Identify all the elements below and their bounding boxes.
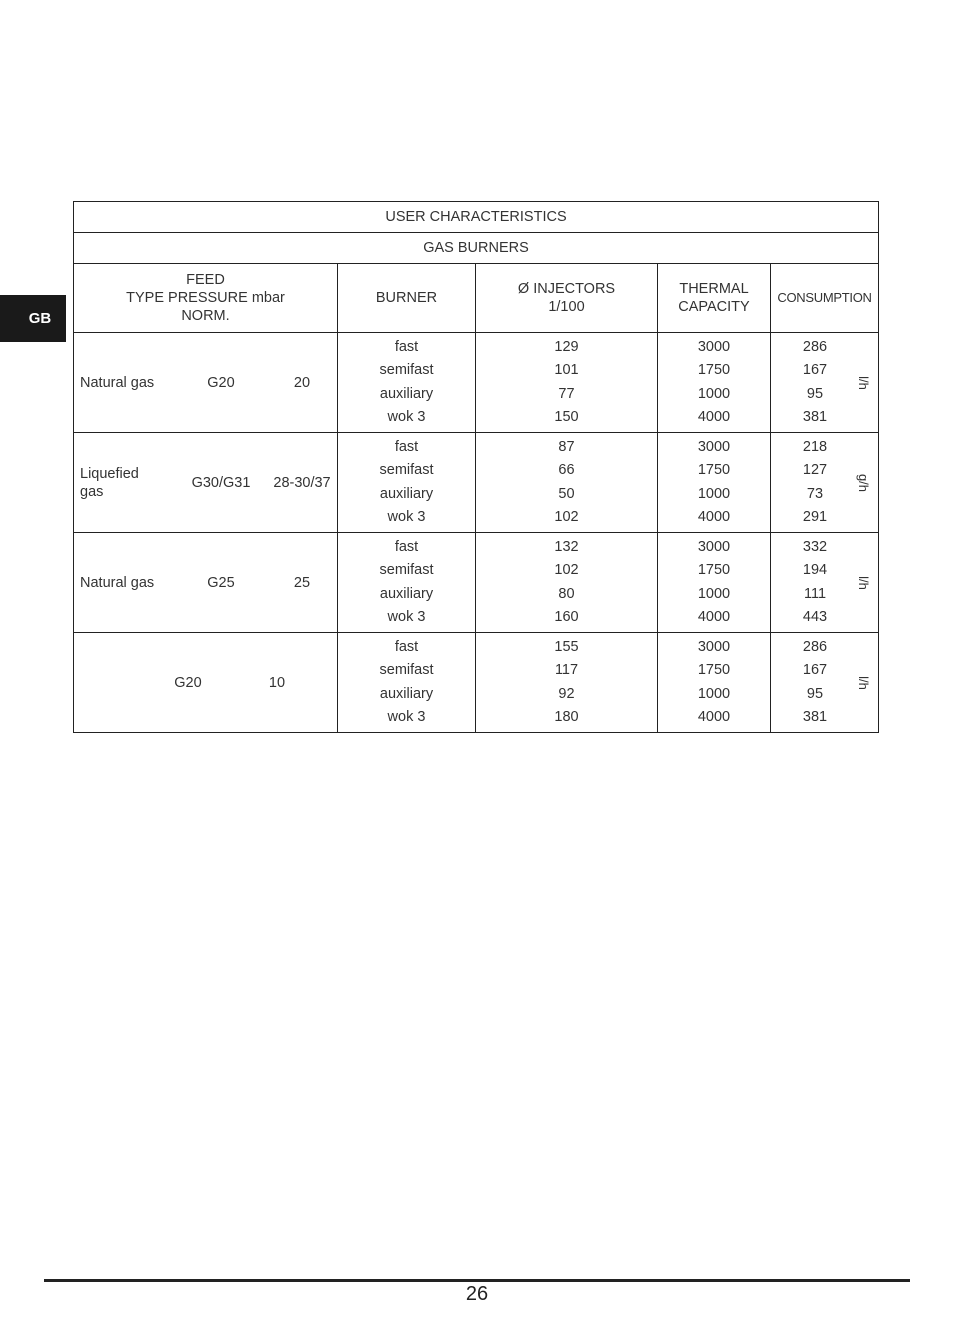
burner-name: semifast (379, 662, 434, 679)
burner-name: wok 3 (387, 508, 426, 525)
footer-rule (44, 1279, 910, 1282)
consumption-cell (771, 433, 879, 533)
burner-name: semifast (379, 462, 434, 479)
injectors-header-line1: Ø INJECTORS (517, 281, 616, 297)
table-row (74, 533, 879, 633)
consumption-value: 286 (802, 639, 828, 655)
thermal-value: 3000 (697, 439, 731, 455)
injector-value: 87 (558, 439, 575, 455)
gas-pressure: 10 (268, 674, 286, 691)
consumption-value: 286 (802, 339, 828, 355)
injector-value: 80 (558, 585, 575, 602)
thermal-value: 4000 (697, 408, 731, 425)
injector-value: 77 (558, 385, 575, 402)
injector-value: 50 (558, 485, 575, 502)
injectors-cell (476, 533, 658, 633)
thermal-value: 1000 (697, 485, 731, 502)
injector-value: 129 (554, 339, 579, 355)
injector-value: 117 (554, 662, 579, 679)
consumption-value: 194 (802, 562, 828, 579)
burner-name: wok 3 (387, 408, 426, 425)
thermal-value: 1750 (697, 462, 731, 479)
feed-header (74, 264, 338, 333)
burner-name: wok 3 (387, 608, 426, 625)
injectors-cell (476, 633, 658, 733)
gas-type: Natural gas (80, 574, 155, 591)
injectors-header-line2: 1/100 (548, 299, 585, 315)
page-number: 26 (465, 1283, 489, 1305)
burner-name: semifast (379, 362, 434, 379)
consumption-header: CONSUMPTION (771, 264, 879, 333)
consumption-value: 218 (802, 439, 828, 455)
consumption-value: 95 (806, 385, 824, 402)
thermal-value: 4000 (697, 508, 731, 525)
consumption-value: 443 (802, 608, 828, 625)
language-tab: GB (0, 295, 66, 342)
table-row (74, 333, 879, 433)
thermal-value: 1750 (697, 362, 731, 379)
burner-name: wok 3 (387, 708, 426, 725)
injector-value: 102 (554, 562, 579, 579)
consumption-unit: g/h (856, 473, 872, 492)
thermal-header (658, 264, 771, 333)
thermal-value: 4000 (697, 708, 731, 725)
burner-name: auxiliary (379, 685, 434, 702)
consumption-value: 167 (802, 662, 828, 679)
thermal-value: 4000 (697, 608, 731, 625)
thermal-value: 3000 (697, 639, 731, 655)
consumption-value: 167 (802, 362, 828, 379)
thermal-value: 1750 (697, 662, 731, 679)
thermal-cell (658, 433, 771, 533)
thermal-header-line2: CAPACITY (678, 299, 750, 315)
consumption-value: 381 (802, 708, 828, 725)
thermal-value: 3000 (697, 539, 731, 555)
injector-value: 132 (554, 539, 579, 555)
injector-value: 101 (554, 362, 579, 379)
injector-value: 155 (554, 639, 579, 655)
consumption-cell (771, 333, 879, 433)
burner-name: auxiliary (379, 485, 434, 502)
gas-pressure: 20 (293, 374, 311, 391)
gas-pressure: 25 (293, 574, 311, 591)
feed-cell (74, 333, 338, 433)
gas-norm: G25 (207, 574, 235, 591)
consumption-value: 291 (802, 508, 828, 525)
feed-header-line3: NORM. (181, 308, 230, 324)
table-subtitle: GAS BURNERS (74, 233, 879, 264)
thermal-header-line1: THERMAL (679, 281, 749, 297)
feed-cell (74, 633, 338, 733)
thermal-cell (658, 333, 771, 433)
gas-type: Liquefied gas (80, 465, 139, 500)
gas-norm: G20 (174, 674, 202, 691)
consumption-cell (771, 633, 879, 733)
table-title: USER CHARACTERISTICS (74, 202, 879, 233)
consumption-unit: l/h (856, 675, 872, 690)
thermal-value: 1000 (697, 685, 731, 702)
table-row (74, 633, 879, 733)
gas-norm: G20 (207, 374, 235, 391)
thermal-cell (658, 633, 771, 733)
consumption-value: 95 (806, 685, 824, 702)
thermal-value: 1000 (697, 385, 731, 402)
burner-name: auxiliary (379, 385, 434, 402)
feed-cell (74, 533, 338, 633)
burner-name: fast (394, 439, 419, 455)
burner-header: BURNER (338, 264, 476, 333)
thermal-value: 3000 (697, 339, 731, 355)
burner-cell (338, 333, 476, 433)
feed-header-line1: FEED (186, 272, 225, 288)
consumption-unit: l/h (856, 575, 872, 590)
consumption-cell (771, 533, 879, 633)
user-characteristics-table (73, 201, 879, 733)
consumption-value: 381 (802, 408, 828, 425)
consumption-unit: l/h (856, 375, 872, 390)
injector-value: 92 (558, 685, 575, 702)
consumption-value: 73 (806, 485, 824, 502)
burner-name: fast (394, 539, 419, 555)
thermal-value: 1000 (697, 585, 731, 602)
burner-name: auxiliary (379, 585, 434, 602)
burner-cell (338, 533, 476, 633)
burner-cell (338, 633, 476, 733)
injector-value: 150 (554, 408, 579, 425)
table-row (74, 433, 879, 533)
burner-cell (338, 433, 476, 533)
feed-header-line2: TYPE PRESSURE mbar (126, 290, 285, 306)
injectors-cell (476, 433, 658, 533)
thermal-cell (658, 533, 771, 633)
burner-name: fast (394, 339, 419, 355)
feed-cell (74, 433, 338, 533)
gas-norm: G30/G31 (191, 474, 251, 491)
consumption-value: 332 (802, 539, 828, 555)
injector-value: 160 (554, 608, 579, 625)
injectors-header (476, 264, 658, 333)
consumption-value: 111 (803, 585, 827, 602)
gas-type: Natural gas (80, 374, 155, 391)
injector-value: 102 (554, 508, 579, 525)
gas-pressure: 28-30/37 (273, 474, 331, 491)
injectors-cell (476, 333, 658, 433)
burner-name: semifast (379, 562, 434, 579)
burner-name: fast (394, 639, 419, 655)
thermal-value: 1750 (697, 562, 731, 579)
injector-value: 66 (558, 462, 575, 479)
consumption-value: 127 (802, 462, 828, 479)
injector-value: 180 (554, 708, 579, 725)
